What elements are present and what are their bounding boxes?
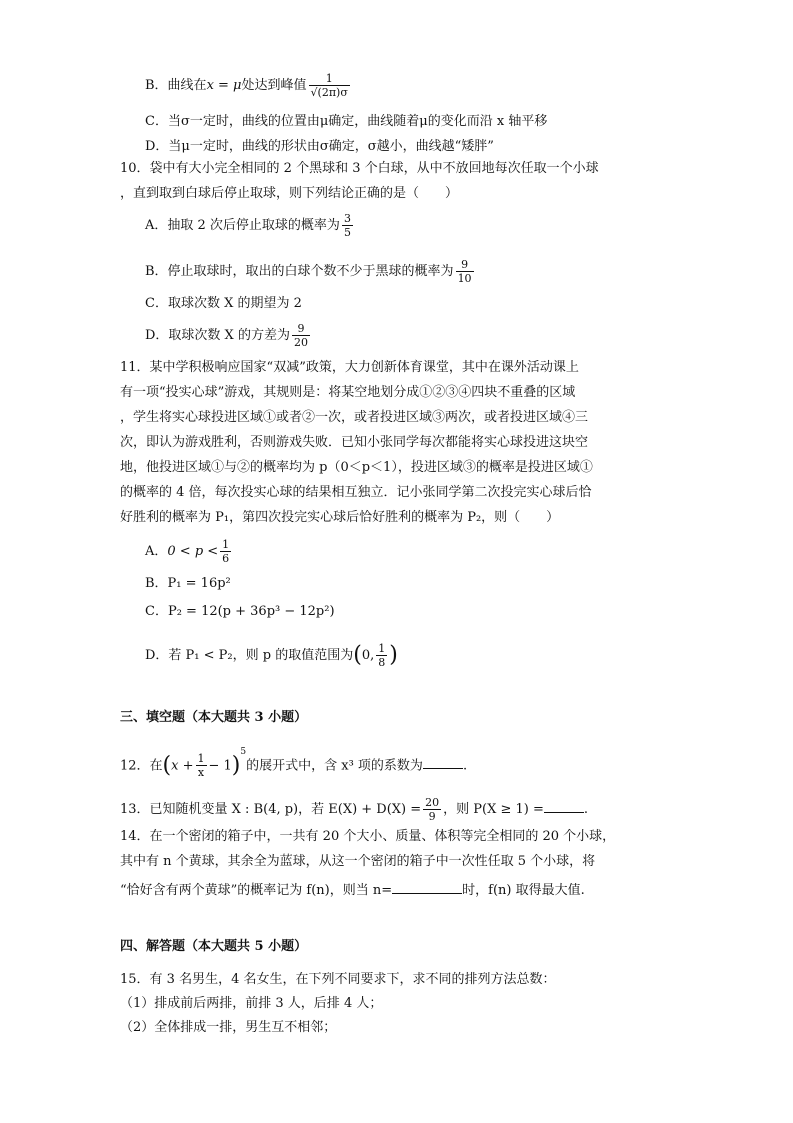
q12-pre: 12．在 bbox=[120, 758, 163, 774]
q12-num: 1 bbox=[197, 752, 205, 766]
q9-b-den: √(2π)σ bbox=[310, 86, 348, 99]
q10-option-d bbox=[145, 322, 312, 349]
q13-fraction bbox=[423, 796, 441, 823]
q10-a-fraction bbox=[342, 212, 353, 239]
q11-stem-line2: 有一项“投实心球”游戏，其规则是：将某空地划分成①②③④四块不重叠的区域 bbox=[120, 385, 576, 400]
q11-d-close-paren: ) bbox=[389, 642, 398, 668]
q11-a-num: 1 bbox=[222, 538, 230, 551]
q11-stem-line3: ，学生将实心球投进区域①或者②一次，或者投进区域③两次，或者投进区域④三 bbox=[120, 410, 589, 425]
q10-option-b bbox=[145, 258, 476, 285]
q11-d-num: 1 bbox=[378, 642, 386, 655]
q14-line3-post: 时，f(n) 取得最大值. bbox=[462, 883, 585, 898]
q15-stem: 15．有 3 名男生，4 名女生，在下列不同要求下，求不同的排列方法总数： bbox=[120, 972, 556, 987]
q11-a-pre: A． bbox=[145, 544, 168, 559]
q9-option-b bbox=[145, 72, 352, 99]
q11-option-a bbox=[145, 538, 233, 565]
q11-d-open-paren: ( bbox=[353, 642, 362, 668]
q12-tail: − 1 bbox=[208, 758, 232, 774]
q11-a-expr: 0 < p < bbox=[167, 544, 219, 559]
q10-d-num: 9 bbox=[297, 322, 305, 335]
q11-d-pre: D．若 P₁ < P₂，则 p 的取值范围为 bbox=[145, 648, 354, 663]
q10-a-text: A．抽取 2 次后停止取球的概率为 bbox=[145, 218, 340, 233]
q13-num: 20 bbox=[425, 796, 440, 809]
q12-close-paren: ) bbox=[231, 752, 241, 778]
q10-option-a bbox=[145, 212, 355, 239]
q9-option-c: C．当σ一定时，曲线的位置由μ确定，曲线随着μ的变化而沿 x 轴平移 bbox=[145, 114, 548, 129]
q13-end: . bbox=[583, 802, 589, 817]
q10-b-fraction bbox=[456, 258, 474, 285]
q10-option-c: C．取球次数 X 的期望为 2 bbox=[145, 296, 302, 311]
q14-stem-line1: 14．在一个密闭的箱子中，一共有 20 个大小、质量、体积等完全相同的 20 个小球， bbox=[120, 829, 616, 844]
q11-stem-line7: 好胜利的概率为 P₁，第四次投完实心球后恰好胜利的概率为 P₂，则（ ） bbox=[120, 510, 560, 525]
q10-d-den: 20 bbox=[293, 336, 308, 349]
q10-b-text: B．停止取球时，取出的白球个数不少于黑球的概率为 bbox=[145, 264, 454, 279]
q9-b-pre: B．曲线在 bbox=[145, 78, 207, 93]
q9-b-mid: 处达到峰值 bbox=[241, 78, 307, 93]
q13-post: ，则 P(X ≥ 1) = bbox=[443, 802, 544, 817]
q11-stem-line4: 次，即认为游戏胜利，否则游戏失败．已知小张同学每次都能将实心球投进这块空 bbox=[120, 435, 589, 450]
section-3-heading: 三、填空题（本大题共 3 小题） bbox=[120, 710, 308, 725]
q11-stem-line1: 11．某中学积极响应国家“双减”政策，大力创新体育课堂，其中在课外活动课上 bbox=[120, 360, 579, 375]
section-4-heading: 四、解答题（本大题共 5 小题） bbox=[120, 939, 308, 954]
q13-den: 9 bbox=[423, 809, 441, 823]
q15-part2: （2）全体排成一排，男生互不相邻； bbox=[120, 1020, 337, 1035]
q10-a-den: 5 bbox=[343, 226, 351, 239]
q13-answer-blank[interactable] bbox=[544, 798, 584, 813]
q14-line3-pre: “恰好含有两个黄球”的概率记为 f(n)，则当 n= bbox=[120, 883, 393, 898]
q11-d-fraction bbox=[376, 642, 387, 669]
q11-option-d bbox=[145, 642, 398, 669]
q11-stem-line6: 的概率的 4 倍，每次投实心球的结果相互独立．记小张同学第二次投完实心球后恰 bbox=[120, 485, 592, 500]
q12-end: . bbox=[462, 758, 468, 774]
q12-exponent: 5 bbox=[240, 747, 247, 757]
q9-b-cond: x = μ bbox=[206, 78, 242, 93]
q11-stem-line5: 地，他投进区域①与②的概率均为 p（0＜p＜1），投进区域③的概率是投进区域① bbox=[120, 460, 593, 475]
q12-fraction bbox=[196, 752, 207, 779]
q11-d-lo: 0, bbox=[361, 648, 375, 663]
q12-post: 的展开式中，含 x³ 项的系数为 bbox=[246, 758, 423, 774]
q12-expr: x + bbox=[171, 758, 194, 774]
q10-stem-line1: 10．袋中有大小完全相同的 2 个黑球和 3 个白球，从中不放回地每次任取一个小球 bbox=[120, 161, 599, 176]
q10-a-num: 3 bbox=[343, 212, 351, 225]
q11-option-b: B．P₁ = 16p² bbox=[145, 576, 231, 591]
q11-a-den: 6 bbox=[222, 552, 230, 565]
q10-d-fraction bbox=[292, 322, 310, 349]
q12-open-paren: ( bbox=[162, 752, 172, 778]
q14-stem-line2: 其中有 n 个黄球，其余全为蓝球，从这一个密闭的箱子中一次性任取 5 个小球，将 bbox=[120, 854, 596, 869]
q9-option-d: D．当μ一定时，曲线的形状由σ确定，σ越小，曲线越“矮胖” bbox=[145, 139, 494, 154]
q11-a-fraction bbox=[220, 538, 231, 565]
q12 bbox=[120, 747, 468, 780]
q14-answer-blank[interactable] bbox=[392, 879, 462, 894]
q10-d-text: D．取球次数 X 的方差为 bbox=[145, 328, 290, 343]
q15-part1: （1）排成前后两排，前排 3 人，后排 4 人； bbox=[120, 996, 383, 1011]
q14-stem-line3 bbox=[120, 879, 585, 901]
q12-den: x bbox=[196, 765, 207, 779]
q11-d-den: 8 bbox=[378, 656, 386, 669]
q10-b-num: 9 bbox=[461, 258, 469, 271]
q13-pre: 13．已知随机变量 X : B(4, p)，若 E(X) + D(X) = bbox=[120, 802, 422, 817]
q9-b-fraction bbox=[309, 72, 350, 99]
q10-b-den: 10 bbox=[457, 272, 472, 285]
q13 bbox=[120, 796, 588, 823]
q11-option-c: C．P₂ = 12(p + 36p³ − 12p²) bbox=[145, 604, 335, 619]
q10-stem-line2: ，直到取到白球后停止取球，则下列结论正确的是（ ） bbox=[120, 186, 459, 201]
q12-answer-blank[interactable] bbox=[423, 754, 463, 769]
q9-b-num: 1 bbox=[325, 72, 333, 85]
